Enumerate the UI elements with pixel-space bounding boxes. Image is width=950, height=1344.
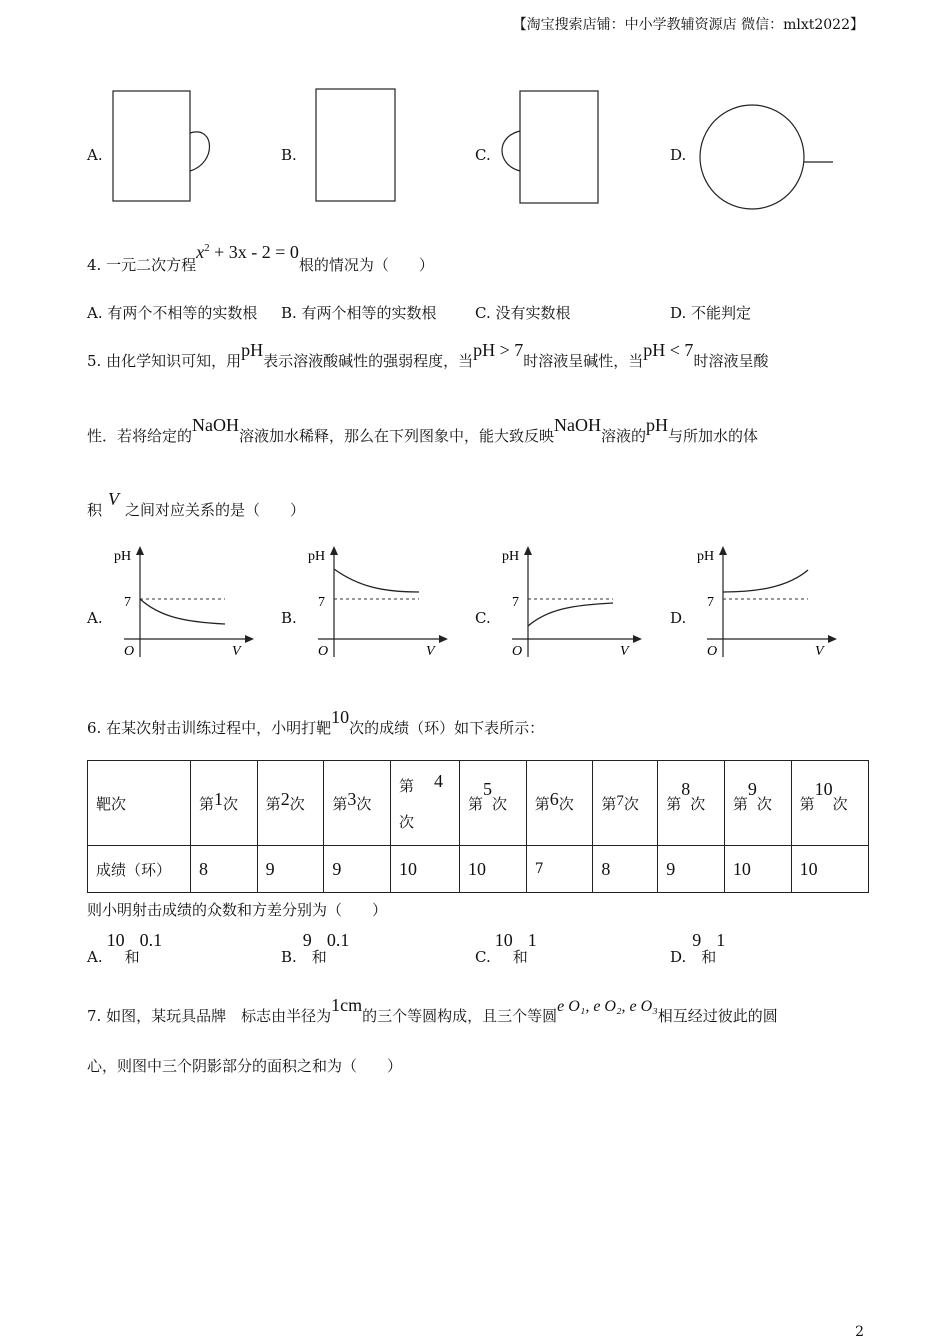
table-shot-10: 第10次 — [791, 761, 868, 846]
q5-line-1 — [87, 340, 769, 371]
q5-ph-1: pH — [241, 340, 264, 360]
table-row-scores — [88, 846, 869, 893]
q5b-seven-label: 7 — [318, 595, 325, 610]
q6-prefix: 6. 在某次射击训练过程中，小明打靶 — [87, 719, 332, 737]
table-score-9: 10 — [724, 846, 791, 893]
q5-text-2a: 性．若将给定的 — [87, 427, 193, 445]
q5-graph-d — [693, 542, 843, 662]
q3-option-c: C. — [475, 146, 491, 164]
table-shot-8: 第8次 — [658, 761, 725, 846]
q4-option-d: D. 不能判定 — [670, 304, 752, 322]
q4-option-c: C. 没有实数根 — [475, 304, 571, 322]
q5b-origin-label: O — [318, 644, 329, 659]
q5-text-2d: 与所加水的体 — [668, 427, 759, 445]
q4-stem — [87, 242, 434, 275]
q5-text-1c: 时溶液呈碱性，当 — [523, 352, 644, 370]
q4-equation — [196, 242, 299, 262]
q5-ph-2: pH — [646, 415, 669, 435]
q5a-origin-label: O — [124, 644, 135, 659]
table-shot-6: 第6次 — [526, 761, 593, 846]
q6-suffix: 次的成绩（环）如下表所示： — [349, 719, 545, 737]
table-row-header — [88, 761, 869, 846]
q5c-v-label: V — [620, 644, 629, 659]
q5d-v-label: V — [815, 644, 824, 659]
q6-option-c: C.10和1 — [475, 930, 537, 966]
q7-text-1b: 的三个等圆构成，且三个等圆 — [362, 1007, 558, 1025]
table-score-7: 8 — [593, 846, 658, 893]
q7-text-1a: 7. 如图，某玩具品牌 标志由半径为 — [87, 1007, 332, 1025]
q3-option-b: B. — [281, 146, 297, 164]
table-shot-2: 第2次 — [257, 761, 324, 846]
q3-figure-d — [695, 100, 840, 215]
q5c-seven-label: 7 — [512, 595, 519, 610]
q3-figure-b — [310, 83, 405, 208]
table-row-label: 成绩（环） — [88, 846, 191, 893]
q7-line-1 — [87, 995, 778, 1026]
q3-figure-c — [495, 85, 610, 210]
q4-prefix: 4. 一元二次方程 — [87, 256, 197, 274]
q5a-seven-label: 7 — [124, 595, 131, 610]
q5c-ph-label: pH — [502, 549, 520, 564]
q5-line-2 — [87, 415, 759, 446]
table-score-4: 10 — [391, 846, 460, 893]
q5-option-b: B. — [281, 609, 297, 627]
q5-text-2c: 溶液的 — [601, 427, 647, 445]
q5-option-c: C. — [475, 609, 491, 627]
table-shot-5: 第5次 — [460, 761, 527, 846]
table-score-3: 9 — [324, 846, 391, 893]
q5c-origin-label: O — [512, 644, 523, 659]
table-shot-4: 第 4 次 — [391, 761, 460, 846]
q5-text-3a: 积 — [87, 501, 103, 519]
q6-ten: 10 — [331, 707, 350, 727]
q6-stem — [87, 707, 545, 738]
q5-ph-gt: pH > 7 — [473, 340, 524, 360]
q5-line-3 — [87, 489, 306, 520]
q5-text-3b: 之间对应关系的是（ ） — [125, 501, 306, 519]
q5-naoh-1: NaOH — [192, 415, 240, 435]
q3-figure-a — [105, 85, 225, 210]
q5d-origin-label: O — [707, 644, 718, 659]
table-shot-7: 第7次 — [593, 761, 658, 846]
q5-text-2b: 溶液加水稀释，那么在下列图象中，能大致反映 — [239, 427, 555, 445]
table-score-10: 10 — [791, 846, 868, 893]
table-shot-9: 第9次 — [724, 761, 791, 846]
table-shot-3: 第3次 — [324, 761, 391, 846]
q5b-ph-label: pH — [308, 549, 326, 564]
q6-score-table — [87, 760, 869, 893]
page-number: 2 — [855, 1324, 864, 1340]
q6-option-b: B.9和0.1 — [281, 930, 350, 966]
table-score-6: 7 — [526, 846, 593, 893]
q3-option-a: A. — [87, 146, 103, 164]
q4-option-b: B. 有两个相等的实数根 — [281, 304, 437, 322]
q6-option-d: D.9和1 — [670, 930, 726, 966]
table-shot-1: 第1次 — [191, 761, 258, 846]
q7-circles: e O₁, e O₂, e O₃ — [557, 998, 658, 1015]
q4-option-a: A. 有两个不相等的实数根 — [87, 304, 258, 322]
table-score-1: 8 — [191, 846, 258, 893]
table-score-2: 9 — [257, 846, 324, 893]
q5-graph-c — [498, 542, 648, 662]
q6-option-a: A.10和0.1 — [87, 930, 163, 966]
q7-text-1c: 相互经过彼此的圆 — [657, 1007, 778, 1025]
q5d-seven-label: 7 — [707, 595, 714, 610]
table-score-5: 10 — [460, 846, 527, 893]
q6-question: 则小明射击成绩的众数和方差分别为（ ） — [87, 901, 388, 919]
q5a-ph-label: pH — [114, 549, 132, 564]
q3-option-d: D. — [670, 146, 687, 164]
q7-cm: 1cm — [331, 995, 363, 1015]
table-header-label: 靶次 — [88, 761, 191, 846]
q5-graph-a — [110, 542, 260, 662]
q5-text-1b: 表示溶液酸碱性的强弱程度，当 — [263, 352, 474, 370]
q5b-v-label: V — [426, 644, 435, 659]
q5-v: V — [108, 489, 120, 509]
q4-eq-sup: 2 — [204, 242, 210, 254]
q4-suffix: 根的情况为（ ） — [298, 256, 434, 274]
q5a-v-label: V — [232, 644, 241, 659]
q5-ph-lt: pH < 7 — [643, 340, 694, 360]
table-score-8: 9 — [658, 846, 725, 893]
q5d-ph-label: pH — [697, 549, 715, 564]
q5-option-d: D. — [670, 609, 687, 627]
q5-option-a: A. — [87, 609, 103, 627]
q5-graph-b — [304, 542, 454, 662]
q4-eq-rest: + 3x - 2 = 0 — [209, 242, 299, 262]
q5-text-1a: 5. 由化学知识可知，用 — [87, 352, 242, 370]
q5-naoh-2: NaOH — [554, 415, 602, 435]
page-header: 【淘宝搜索店铺：中小学教辅资源店 微信：mlxt2022】 — [512, 17, 864, 33]
q4-eq-x: x — [196, 242, 205, 262]
q7-line-2: 心，则图中三个阴影部分的面积之和为（ ） — [87, 1057, 403, 1075]
q5-text-1d: 时溶液呈酸 — [693, 352, 769, 370]
